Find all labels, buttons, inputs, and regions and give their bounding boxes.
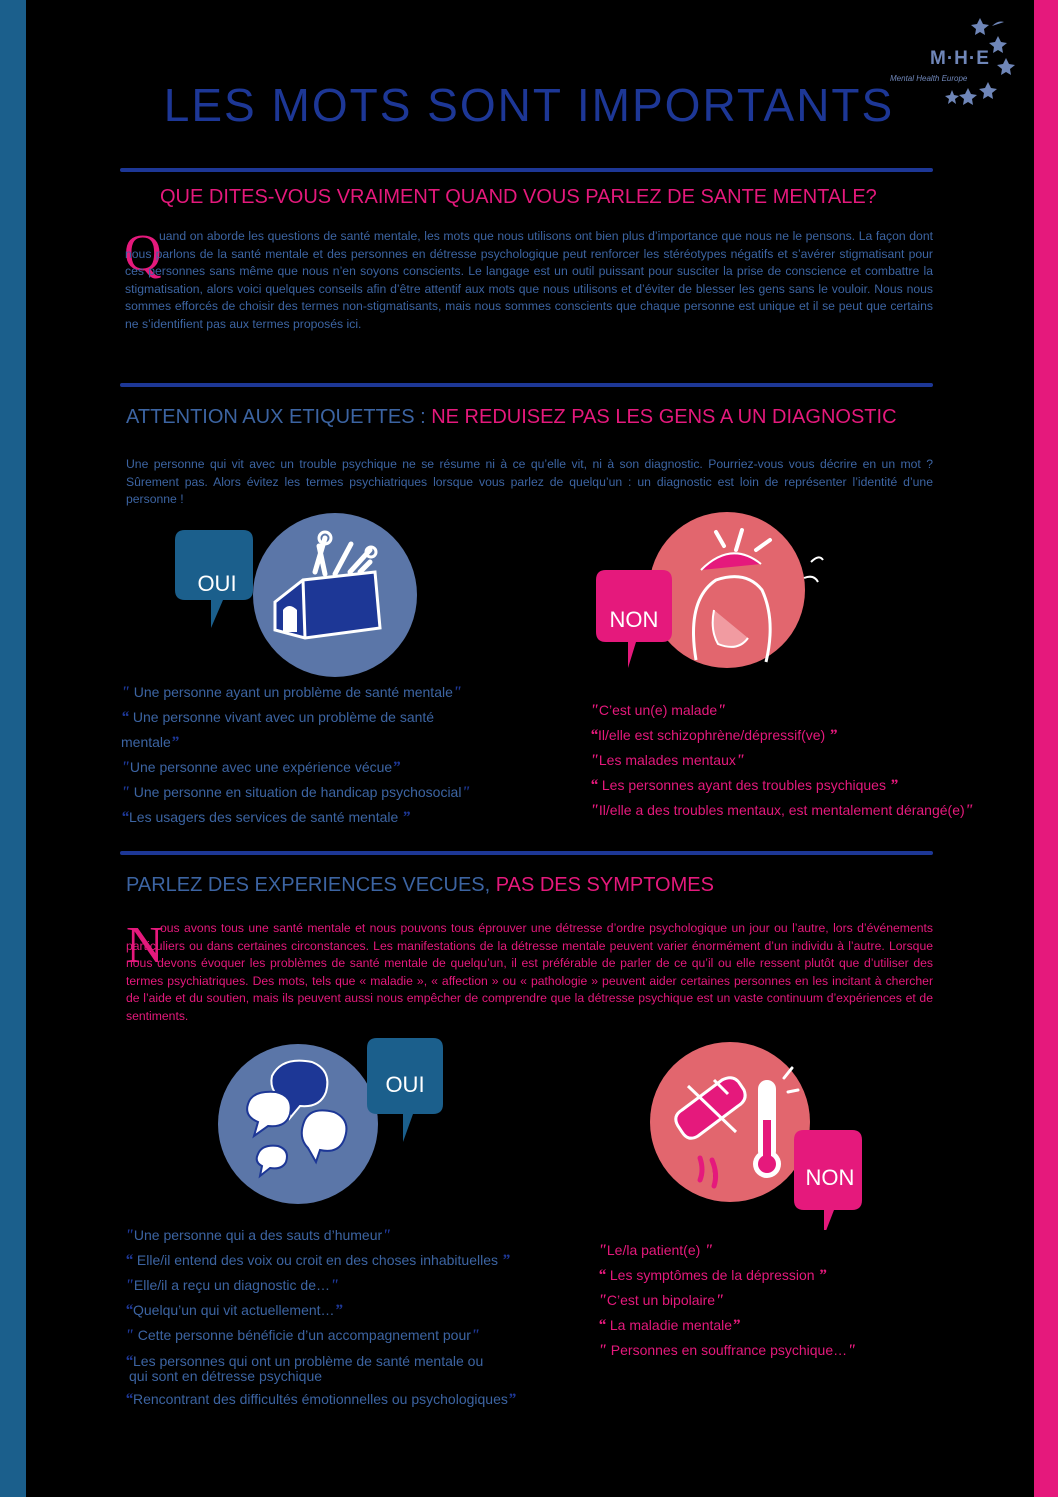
list-item: " Personnes en souffrance psychique…" bbox=[598, 1342, 857, 1359]
list-item: “Les personnes qui ont un problème de santé mentale ou bbox=[125, 1353, 484, 1370]
list-item: "Elle/il a reçu un diagnostic de…" bbox=[125, 1277, 339, 1294]
logo-subtitle: Mental Health Europe bbox=[890, 74, 968, 83]
section2-non-list bbox=[590, 698, 974, 823]
list-item: “ Les personnes ayant des troubles psychiques ” bbox=[590, 777, 898, 794]
section3-oui-list bbox=[125, 1223, 516, 1412]
section1-paragraph: uand on aborde les questions de santé mentale, les mots que nous utilisons ont bien plus d’importance que nous ne le pensons. La façon dont nous parlons de la santé mentale et des personnes en détresse psychologique peut renforcer les stéréotypes négatifs et s’avérer stigmatisant pour ces personnes sans même que nous n’en soyons conscients. Le langage est un outil puissant pour susciter la prise de conscience et combattre la stigmatisation, alors voici quelques conseils afin d’être attentif aux mots que nous utilisons et d’éviter de blesser les gens sans le vouloir. Nous nous sommes efforcés de choisir des termes non-stigmatisants, mais nous sommes conscients que chaque personne est unique et il se peut que certains ne s’identifient pas aux termes proposés ici. bbox=[125, 229, 933, 331]
section2-title bbox=[126, 406, 897, 429]
divider bbox=[120, 383, 933, 387]
page-title: LES MOTS SONT IMPORTANTS bbox=[163, 79, 895, 131]
list-item: "Une personne avec une expérience vécue” bbox=[121, 759, 401, 776]
list-item: " Une personne ayant un problème de santé mentale" bbox=[121, 684, 462, 701]
list-item: “ Une personne vivant avec un problème de santé bbox=[121, 709, 435, 726]
non-badge: NON bbox=[609, 607, 659, 632]
oui-badge: OUI bbox=[385, 1072, 425, 1097]
headache-woman-icon bbox=[596, 510, 836, 680]
divider bbox=[120, 851, 933, 855]
list-item: " Cette personne bénéficie d’un accompagnement pour" bbox=[125, 1327, 480, 1344]
list-item: "Il/elle a des troubles mentaux, est mentalement dérangé(e)" bbox=[590, 802, 974, 819]
section2-title-part2: NE REDUISEZ PAS LES GENS A UN DIAGNOSTIC bbox=[431, 406, 897, 428]
list-item: "C’est un(e) malade" bbox=[590, 702, 727, 719]
section2-title-part1: ATTENTION AUX ETIQUETTES : bbox=[126, 406, 432, 428]
oui-badge: OUI bbox=[197, 571, 237, 596]
dropcap-n: N bbox=[126, 917, 164, 974]
right-color-band bbox=[1034, 0, 1058, 1497]
list-item: “Les usagers des services de santé mentale ” bbox=[121, 809, 411, 826]
list-item: “ La maladie mentale” bbox=[598, 1317, 741, 1334]
list-item: "Une personne qui a des sauts d’humeur" bbox=[125, 1227, 392, 1244]
list-item: qui sont en détresse psychique bbox=[129, 1368, 323, 1384]
list-item: " Une personne en situation de handicap psychosocial" bbox=[121, 784, 471, 801]
dropcap-q: Q bbox=[124, 225, 162, 282]
divider bbox=[120, 168, 933, 172]
list-item: mentale” bbox=[121, 734, 179, 751]
section3-title-part2: PAS DES SYMPTOMES bbox=[495, 874, 714, 896]
list-item: “ Elle/il entend des voix ou croit en des choses inhabituelles ” bbox=[125, 1252, 510, 1269]
list-item: “Quelqu’un qui vit actuellement…” bbox=[125, 1302, 343, 1319]
list-item: “Il/elle est schizophrène/dépressif(ve) ” bbox=[590, 727, 838, 744]
speech-bubbles-icon bbox=[212, 1036, 452, 1206]
logo-mark: M·H·E bbox=[930, 48, 990, 69]
list-item: "C’est un bipolaire" bbox=[598, 1292, 724, 1309]
bandage-thermometer-icon bbox=[648, 1040, 868, 1230]
section3-title-part1: PARLEZ DES EXPERIENCES VECUES, bbox=[126, 874, 496, 896]
section2-paragraph: Une personne qui vit avec un trouble psychique ne se résume ni à ce qu’elle vit, ni à son diagnostic. Pourriez-vous vous décrire en un mot ? Sûrement pas. Alors évitez les termes psychiatriques lorsque vous parlez de quelqu’un : un diagnostic est loin de représenter l’identité d’une personne ! bbox=[126, 457, 933, 506]
list-item: "Les malades mentaux" bbox=[590, 752, 745, 769]
section3-paragraph: ous avons tous une santé mentale et nous pouvons tous éprouver une détresse d’ordre psychologique un jour ou l’autre, lors d’événements particuliers ou dans certaines circonstances. Les manifestations de la détresse mentale peuvent varier énormément d’un individu à l’autre. Lorsque nous devons évoquer les problèmes de santé mentale de quelqu’un, il est préférable de parler de ce qu’il ou elle ressent plutôt que d’utiliser des termes psychiatriques. Des mots, tels que « maladie », « affection » ou « pathologie » peuvent aider certaines personnes en les incitant à chercher de l’aide et du soutien, mais ils peuvent aussi nous empêcher de comprendre que la détresse psychique est un vaste continuum d’expériences et de sentiments. bbox=[126, 921, 933, 1023]
non-badge: NON bbox=[805, 1165, 855, 1190]
list-item: “ Les symptômes de la dépression ” bbox=[598, 1267, 827, 1284]
section1-title: QUE DITES-VOUS VRAIMENT QUAND VOUS PARLEZ DE SANTE MENTALE? bbox=[160, 186, 877, 208]
list-item: "Le/la patient(e) " bbox=[598, 1242, 714, 1259]
list-item: “Rencontrant des difficultés émotionnelles ou psychologiques” bbox=[125, 1391, 516, 1408]
section2-oui-list bbox=[121, 680, 470, 830]
section3-title bbox=[126, 874, 714, 897]
left-color-band bbox=[0, 0, 26, 1497]
section3-non-list bbox=[598, 1238, 856, 1363]
